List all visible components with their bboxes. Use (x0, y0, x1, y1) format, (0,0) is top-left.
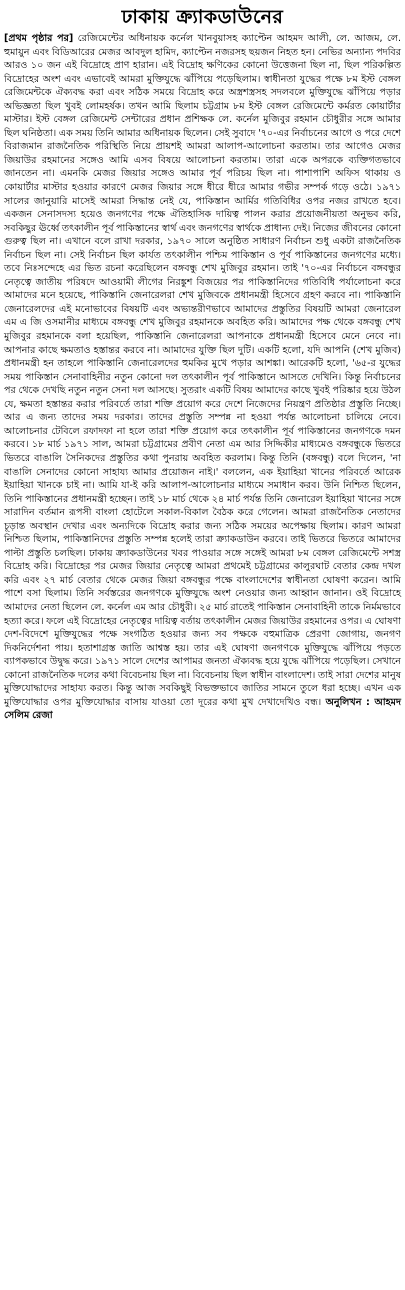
continuation-kicker: [প্রথম পৃষ্ঠার পর] (4, 33, 74, 44)
article-body-paragraph (4, 32, 401, 723)
article-text: রেজিমেন্টের অধিনায়ক কর্নেল খানবুয়াসহ ক্যাপ্টেন আহমদ আলী, লে. আজম, লে. হুমায়ুন এবং বিডিআরের মেজর আবদুল হামিদ, ক্যাপ্টেন নজরসহ ছয়জন নিহত হন। নেভির অন্যান্য পদবির আরও ১০ জন এই বিদ্রোহে প্রাণ হারান। এই বিদ্রোহ ক্ষণিকের কোনো উত্তেজনা ছিল না, ছিল পরিকল্পিত বিদ্রোহের অংশ এবং এভাবেই আমরা মুক্তিযুদ্ধে ঝাঁপিয়ে পড়েছিলাম। স্বাধীনতা যুদ্ধের পক্ষে ৮ম ইস্ট বেঙ্গল রেজিমেন্টকে ঐক্যবদ্ধ করা এবং সঠিক সময়ে বিদ্রোহ করে অস্ত্রশস্ত্রসহ সদলবলে মুক্তিযুদ্ধে ঝাঁপিয়ে পড়ার অভিজ্ঞতা ছিল খুবই লোমহর্ষক। তখন আমি ছিলাম চট্টগ্রাম ৮ম ইস্ট বেঙ্গল রেজিমেন্টে কর্মরত কোয়ার্টার মাস্টার। ইস্ট বেঙ্গল রেজিমেন্ট সেন্টারের প্রধান প্রশিক্ষক লে. কর্নেল মুজিবুর রহমান চৌধুরীর সঙ্গে আমার ছিল ঘনিষ্ঠতা। এক সময় তিনি আমার অধিনায়ক ছিলেন। সেই সুবাদে '৭০-এর নির্বাচনের আগে ও পরে দেশে বিরাজমান রাজনৈতিক পরিস্থিতি নিয়ে প্রায়শই আমরা আলাপ-আলোচনা করতাম। তার আগেও মেজর জিয়াউর রহমানের সঙ্গেও আমি এসব বিষয়ে আলোচনা করতাম। তারা একে অপরকে ব্যক্তিগতভাবে জানতেন না। এমনকি মেজর জিয়ার সঙ্গেও আমার পূর্ব পরিচয় ছিল না। পাশাপাশি অফিস থাকায় ও কোয়ার্টার মাস্টার হওয়ার কারণে মেজর জিয়ার সঙ্গে ধীরে ধীরে আমার গভীর সম্পর্ক গড়ে ওঠে। ১৯৭১ সালের জানুয়ারি মাসেই আমরা সিদ্ধান্ত নেই যে, পাকিস্তান আর্মির গতিবিধির ওপর নজর রাখতে হবে। একজন সেনাসদস্য হয়েও জনগণের পক্ষে ঐতিহাসিক দায়িত্ব পালন করার প্রয়োজনীয়তা অনুভব করি, সবকিছুর ঊর্ধ্বে তৎকালীন পূর্ব পাকিস্তানের স্বার্থ এবং জনগণের স্বার্থকে প্রাধান্য দেই। নিজের জীবনের কোনো গুরুত্ব ছিল না। এখানে বলে রাখা দরকার, ১৯৭০ সালে অনুষ্ঠিত সাধারণ নির্বাচন শুধু একটা রাজনৈতিক নির্বাচন ছিল না। সেই নির্বাচন ছিল কার্যত তৎকালীন পশ্চিম পাকিস্তান ও পূর্ব পাকিস্তানের জনগণের মধ্যে। তবে নিঃসন্দেহে এর ভিত রচনা করেছিলেন বঙ্গবন্ধু শেখ মুজিবুর রহমান। তাই '৭০-এর নির্বাচনে বঙ্গবন্ধুর নেতৃত্বে জাতীয় পরিষদে আওয়ামী লীগের নিরঙ্কুশ বিজয়ের পর পাকিস্তানিদের গতিবিধি পর্যালোচনা করে আমাদের মনে হয়েছে, পাকিস্তানি জেনারেলরা শেখ মুজিবকে প্রধানমন্ত্রী হিসেবে গ্রহণ করবে না। পাকিস্তানি জেনারেলদের এই মনোভাবের বিষয়টি এবং অভ্যন্তরীণভাবে আমাদের প্রস্তুতির বিষয়টি আমরা জেনারেল এম এ জি ওসমানীর মাধ্যমে বঙ্গবন্ধু শেখ মুজিবুর রহমানকে অবহিত করি। আমাদের পক্ষ থেকে বঙ্গবন্ধু শেখ মুজিবুর রহমানকে বলা হয়েছিল, পাকিস্তানি জেনারেলরা আপনাকে প্রধানমন্ত্রী হিসেবে মেনে নেবে না। আপনার কাছে ক্ষমতাও হস্তান্তর করবে না। আমাদের যুক্তি ছিল দুটি। একটি হলো, যদি আপনি (শেখ মুজিব) প্রধানমন্ত্রী হন তাহলে পাকিস্তানি জেনারেলদের হুমকির মুখে পড়ার আশঙ্কা। আরেকটি হলো, '৬৫-র যুদ্ধের সময় পাকিস্তান সেনাবাহিনীর নতুন কোনো দল তৎকালীন পূর্ব পাকিস্তানে আসতে দেখিনি। কিন্তু নির্বাচনের পর থেকে দেখছি নতুন নতুন সেনা দল আসছে। সুতরাং একটি বিষয় আমাদের কাছে খুবই পরিষ্কার হয়ে উঠল যে, ক্ষমতা হস্তান্তর করার পরিবর্তে তারা শক্তি প্রয়োগ করে দেশে নিজেদের নিয়ন্ত্রণ প্রতিষ্ঠার প্রস্তুতি নিচ্ছে। আর এ জন্য তাদের সময় দরকার। তাদের প্রস্তুতি সম্পন্ন না হওয়া পর্যন্ত আলোচনা চালিয়ে নেবে। আলোচনার টেবিলে রফাদফা না হলে তারা শক্তি প্রয়োগ করে তৎকালীন পূর্ব পাকিস্তানের জনগণকে দমন করবে। ১৮ মার্চ ১৯৭১ সাল, আমরা চট্টগ্রামের প্রবীণ নেতা এম আর সিদ্দিকীর মাধ্যমেও বঙ্গবন্ধুকে ভিতরে ভিতরে বাঙালি সৈনিকদের প্রস্তুতির কথা পুনরায় অবহিত করলাম। কিন্তু তিনি (বঙ্গবন্ধু) বলে দিলেন, 'না বাঙালি সেনাদের কোনো সাহায্য আমার প্রয়োজন নাই।' বললেন, এক ইয়াহিয়া খানের পরিবর্তে আরেক ইয়াহিয়া খানকে চাই না। আমি যা-ই করি আলাপ-আলোচনার মাধ্যমে সমাধান করব। উনি নিশ্চিত ছিলেন, তিনি পাকিস্তানের প্রধানমন্ত্রী হচ্ছেন। তাই ১৮ মার্চ থেকে ২৪ মার্চ পর্যন্ত তিনি জেনারেল ইয়াহিয়া খানের সঙ্গে সারাদিন বর্তমান রূপসী বাংলা হোটেলে সকাল-বিকাল বৈঠক করে গেলেন। আমরা রাজনৈতিক নেতাদের চূড়ান্ত অবস্থান দেখার এবং অন্যদিকে বিদ্রোহ করার জন্য সঠিক সময়ের অপেক্ষায় ছিলাম। কারণ আমরা নিশ্চিত ছিলাম, পাকিস্তানিদের প্রস্তুতি সম্পন্ন হলেই তারা ক্র্যাকডাউন করবে। তাই ভিতরে ভিতরে আমাদের পাল্টা প্রস্তুতি চলছিল। ঢাকায় ক্র্যাকডাউনের খবর পাওয়ার সঙ্গে সঙ্গেই আমরা ৮ম বেঙ্গল রেজিমেন্টে সশস্ত্র বিদ্রোহ করি। বিদ্রোহের পর মেজর জিয়ার নেতৃত্বে আমরা প্রথমেই চট্টগ্রামের কালুরঘাট বেতার কেন্দ্র দখল করি এবং ২৭ মার্চ বেতার থেকে মেজর জিয়া বঙ্গবন্ধুর পক্ষে বাংলাদেশের স্বাধীনতা ঘোষণা করেন। আমি পাশে বসা ছিলাম। তিনি সর্বস্তরের জনগণকে মুক্তিযুদ্ধে অংশ নেওয়ার জন্য আহ্বান জানান। ওই বিদ্রোহে আমাদের নেতা ছিলেন লে. কর্নেল এম আর চৌধুরী। ২৫ মার্চ রাতেই পাকিস্তান সেনাবাহিনী তাকে নির্মমভাবে হত্যা করে। ফলে এই বিদ্রোহের নেতৃত্বের দায়িত্ব বর্তায় তৎকালীন মেজর জিয়াউর রহমানের ওপর। এ ঘোষণা দেশ-বিদেশে মুক্তিযুদ্ধের পক্ষে সংগঠিত হওয়ার জন্য সব পক্ষকে বহুমাত্রিক প্রেরণা জোগায়, জনগণ দিকনির্দেশনা পায়। হতাশাগ্রস্ত জাতি আশ্বস্ত হয়। তার এই ঘোষণা জনগণকে মুক্তিযুদ্ধে ঝাঁপিয়ে পড়তে ব্যাপকভাবে উদ্বুদ্ধ করে। ১৯৭১ সালে দেশের আপামর জনতা ঐক্যবদ্ধ হয়ে যুদ্ধে ঝাঁপিয়ে পড়েছিল। সেখানে কোনো রাজনৈতিক দলের কথা বিবেচনায় ছিল না। বিবেচনায় ছিল স্বাধীন বাংলাদেশ। তাই সারা দেশের মানুষ মুক্তিযোদ্ধাদের সাহায্য করত। কিন্তু আজ সবকিছুই বিভক্তভাবে জাতির সামনে তুলে ধরা হচ্ছে। এখন এক মুক্তিযোদ্ধার ওপর মুক্তিযোদ্ধার বাসায় যাওয়া তো দূরের কথা মুখ দেখাদেখিও বন্ধ। (4, 33, 401, 708)
headline: ঢাকায় ক্র্যাকডাউনের (121, 6, 284, 28)
byline: অনুলিখন : আহমদ সেলিম রেজা (4, 696, 401, 722)
